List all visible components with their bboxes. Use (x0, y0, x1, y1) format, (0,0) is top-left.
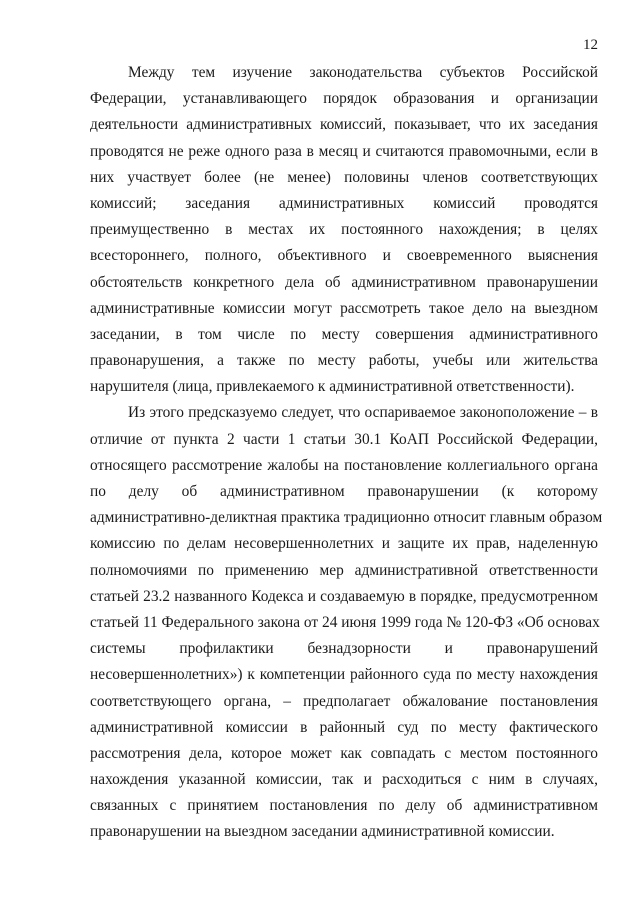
text-line: Из этого предсказуемо следует, что оспариваемое законоположение – в (128, 404, 598, 422)
text-line: комиссий; заседания административных комиссий проводятся (90, 194, 598, 212)
text-line: отличие от пункта 2 части 1 статьи 30.1 КоАП Российской Федерации, (90, 430, 598, 448)
text-line: комиссию по делам несовершеннолетних и защите их прав, наделенную (90, 535, 598, 553)
text-line: административные комиссии могут рассмотреть такое дело на выездном (90, 299, 598, 317)
text-line: административной комиссии в районный суд по месту фактического (90, 718, 598, 736)
page-number: 12 (583, 37, 598, 53)
body-text (90, 60, 603, 846)
text-line: рассмотрения дела, которое может как совпадать с местом постоянного (90, 744, 598, 762)
text-line: статьей 11 Федерального закона от 24 июня 1999 года № 120-ФЗ «Об основах (90, 613, 600, 631)
paragraph-1 (90, 60, 598, 400)
text-line: системы профилактики безнадзорности и правонарушений (90, 640, 598, 658)
text-line: всестороннего, полного, объективного и своевременного выяснения (90, 247, 598, 265)
text-line: правонарушения, а также по месту работы, учебы или жительства (90, 352, 598, 370)
text-line: заседании, в том числе по месту совершения административного (90, 325, 598, 343)
text-line: по делу об административном правонарушении (к которому (90, 483, 598, 500)
text-line: полномочиями по применению мер административной ответственности (90, 561, 598, 579)
text-line: правонарушении на выездном заседании административной комиссии. (90, 823, 555, 841)
text-line: Федерации, устанавливающего порядок образования и организации (90, 90, 598, 108)
text-line: несовершеннолетних») к компетенции районного суда по месту нахождения (90, 666, 598, 684)
text-line: преимущественно в местах их постоянного нахождения; в целях (90, 221, 598, 239)
text-line: деятельности административных комиссий, показывает, что их заседания (90, 116, 598, 134)
text-line: них участвует более (не менее) половины членов соответствующих (90, 168, 598, 186)
text-line: Между тем изучение законодательства субъектов Российской (128, 64, 598, 81)
text-line: административно-деликтная практика традиционно относит главным образом (90, 509, 603, 527)
text-line: проводятся не реже одного раза в месяц и считаются правомочными, если в (90, 142, 598, 160)
text-line: нахождения указанной комиссии, так и расходиться с ним в случаях, (90, 771, 598, 789)
text-line: статьей 23.2 названного Кодекса и создаваемую в порядке, предусмотренном (90, 587, 598, 605)
text-line: относящего рассмотрение жалобы на постановление коллегиального органа (90, 456, 598, 474)
text-line: обстоятельств конкретного дела об административном правонарушении (90, 273, 598, 291)
paragraph-2 (90, 400, 603, 845)
text-line: нарушителя (лица, привлекаемого к административной ответственности). (90, 378, 575, 396)
text-line: связанных с принятием постановления по делу об административном (90, 797, 598, 815)
text-line: соответствующего органа, – предполагает обжалование постановления (90, 692, 598, 710)
